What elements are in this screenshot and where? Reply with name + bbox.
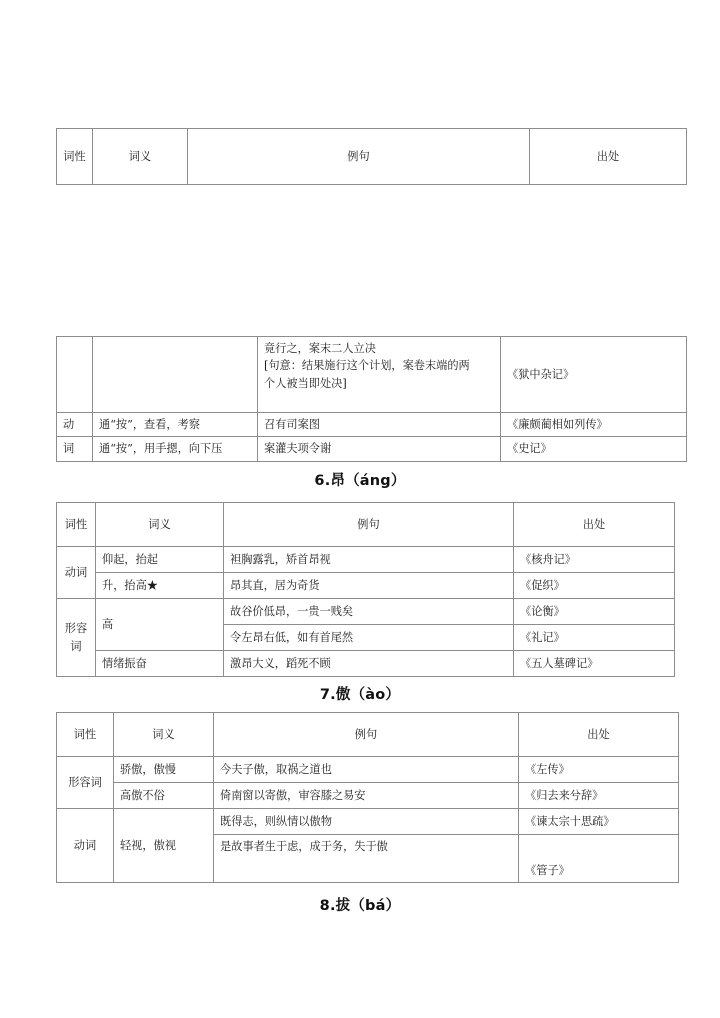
cell-example: 召有司案图: [258, 413, 501, 437]
cell-example: [258, 337, 501, 413]
cell-meaning: 升，抬高★: [96, 573, 224, 599]
table-header-row: [57, 503, 675, 547]
cell-meaning: 高傲不俗: [114, 783, 214, 809]
cell-example: 既得志，则纵情以傲物: [214, 809, 519, 835]
cell-source: 《礼记》: [514, 625, 675, 651]
an-entry-continued-table: [56, 336, 687, 462]
col-header-example: 例句: [188, 129, 530, 185]
cell-meaning: [93, 337, 258, 413]
entry-heading-ao: 7.傲（ào）: [319, 687, 401, 703]
col-header-meaning: 词义: [114, 713, 214, 757]
col-header-part-of-speech: 词性: [57, 713, 114, 757]
cell-source: 《促织》: [514, 573, 675, 599]
cell-meaning: 通“按”，用手摁，向下压: [93, 437, 258, 461]
cell-part-of-speech: 动: [57, 413, 93, 437]
ang-entry-table: [56, 502, 675, 677]
col-header-example: 例句: [214, 713, 519, 757]
cell-example: 倚南窗以寄傲，审容膝之易安: [214, 783, 519, 809]
cell-source: 《廉颇蔺相如列传》: [501, 413, 687, 437]
cell-meaning: 轻视，傲视: [114, 809, 214, 883]
cell-part-of-speech: 动词: [57, 547, 96, 599]
table-row: [57, 651, 675, 677]
col-header-source: 出处: [530, 129, 687, 185]
table-row: [57, 573, 675, 599]
cell-example: 令左昂右低，如有首尾然: [224, 625, 514, 651]
col-header-source: 出处: [519, 713, 679, 757]
table-row: [57, 547, 675, 573]
table-row: [57, 599, 675, 625]
col-header-part-of-speech: 词性: [57, 503, 96, 547]
col-header-example: 例句: [224, 503, 514, 547]
cell-source: 《史记》: [501, 437, 687, 461]
table-row: [57, 809, 679, 835]
cell-source: 《管子》: [519, 835, 679, 883]
example-line: [句意：结果施行这个计划，案卷末端的两: [264, 359, 470, 373]
cell-example: 是故事者生于虑，成于务，失于傲: [214, 835, 519, 883]
cell-example: 故谷价低昂，一贵一贱矣: [224, 599, 514, 625]
cell-example: 今夫子傲，取祸之道也: [214, 757, 519, 783]
cell-meaning: 骄傲，傲慢: [114, 757, 214, 783]
cell-source: 《归去来兮辞》: [519, 783, 679, 809]
table-row: [57, 129, 687, 185]
cell-source: 《左传》: [519, 757, 679, 783]
table-row: [57, 783, 679, 809]
entry-heading-ba: 8.拔（bá）: [319, 898, 401, 914]
table-row: [57, 337, 687, 413]
cell-part-of-speech: 词: [57, 437, 93, 461]
cell-source: 《核舟记》: [514, 547, 675, 573]
table-row: [57, 413, 687, 437]
example-line: 个人被当即处决]: [264, 376, 347, 390]
col-header-part-of-speech: 词性: [57, 129, 93, 185]
table-header-row: [57, 713, 679, 757]
cell-source: 《狱中杂记》: [501, 337, 687, 413]
entry-heading-ang: 6.昂（áng）: [314, 473, 406, 489]
cell-example: 案灌夫项令谢: [258, 437, 501, 461]
cell-part-of-speech: [57, 337, 93, 413]
continuation-header-table: [56, 128, 687, 185]
cell-source: 《谏太宗十思疏》: [519, 809, 679, 835]
cell-source: 《论衡》: [514, 599, 675, 625]
cell-meaning: 情绪振奋: [96, 651, 224, 677]
cell-example: 昂其直，居为奇货: [224, 573, 514, 599]
cell-meaning: 仰起，抬起: [96, 547, 224, 573]
cell-example: 袒胸露乳，矫首昂视: [224, 547, 514, 573]
cell-example: 激昂大义，蹈死不顾: [224, 651, 514, 677]
table-row: [57, 757, 679, 783]
cell-part-of-speech: 动词: [57, 809, 114, 883]
col-header-meaning: 词义: [96, 503, 224, 547]
col-header-source: 出处: [514, 503, 675, 547]
cell-meaning: 高: [96, 599, 224, 651]
ao-entry-table: [56, 712, 679, 883]
table-row: [57, 437, 687, 461]
cell-meaning: 通“按”，查看，考察: [93, 413, 258, 437]
cell-source: 《五人墓碑记》: [514, 651, 675, 677]
col-header-meaning: 词义: [93, 129, 188, 185]
example-line: 竟行之，案末二人立决: [264, 342, 376, 355]
cell-part-of-speech: 形容词: [57, 757, 114, 809]
cell-part-of-speech: 形容词: [57, 599, 96, 677]
